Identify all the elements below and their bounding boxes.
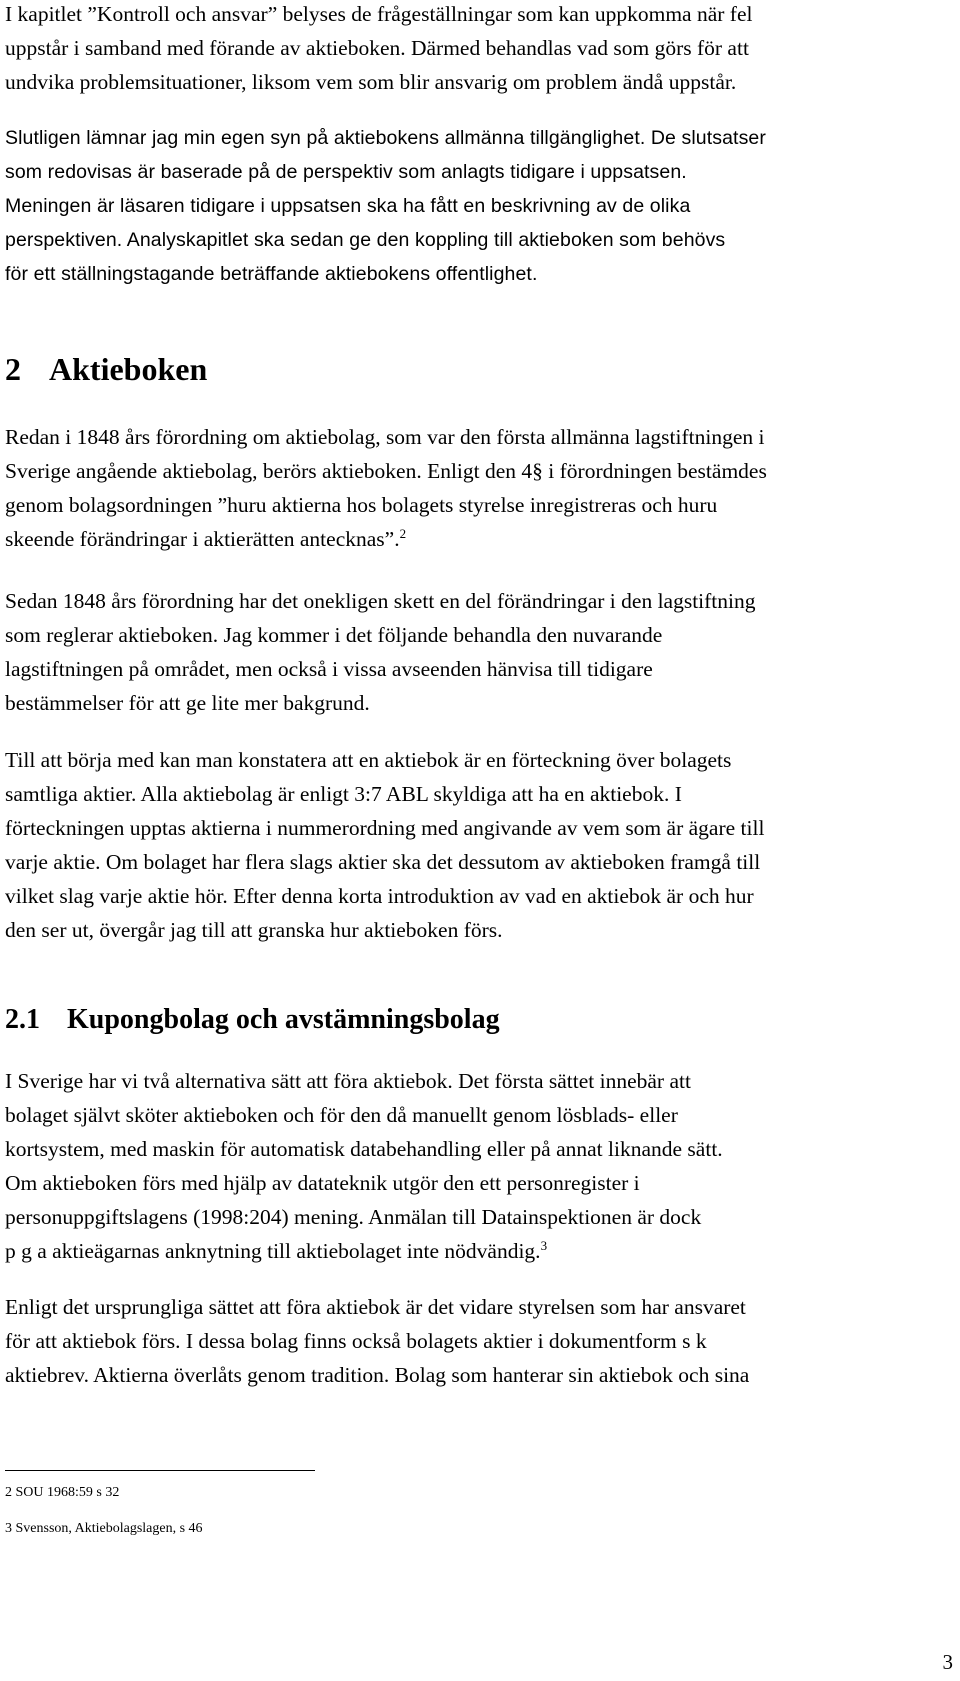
paragraph-intro-control — [5, 0, 900, 99]
text-line: vilket slag varje aktie hör. Efter denna korta introduktion av vad en aktiebok är och hur — [5, 884, 754, 908]
paragraph-legislation-changes — [5, 584, 900, 720]
text-line: Redan i 1848 års förordning om aktiebolag, som var den första allmänna lagstiftningen i — [5, 425, 765, 449]
text-line: undvika problemsituationer, liksom vem som blir ansvarig om problem ändå uppstår. — [5, 70, 737, 94]
text-line: kortsystem, med maskin för automatisk databehandling eller på annat liknande sätt. — [5, 1137, 723, 1161]
footnote-ref-3: 3 — [540, 1237, 548, 1253]
paragraph-conclusion — [5, 121, 900, 291]
text-line: genom bolagsordningen ”huru aktierna hos bolagets styrelse inregistreras och huru — [5, 493, 718, 517]
text-line — [5, 522, 900, 556]
text-line: I kapitlet ”Kontroll och ansvar” belyses de frågeställningar som kan uppkomma när fel — [5, 2, 753, 26]
footnote-2: 2 SOU 1968:59 s 32 — [5, 1485, 120, 1500]
text-line: Slutligen lämnar jag min egen syn på aktiebokens allmänna tillgänglighet. De slutsatser — [5, 127, 766, 149]
text-line: I Sverige har vi två alternativa sätt att föra aktiebok. Det första sättet innebär att — [5, 1069, 691, 1093]
paragraph-aktiebok-definition — [5, 743, 900, 947]
text-line: som reglerar aktieboken. Jag kommer i det följande behandla den nuvarande — [5, 623, 663, 647]
heading-title: Kupongbolag och avstämningsbolag — [67, 1004, 500, 1035]
heading-chapter-2 — [5, 349, 207, 389]
heading-number: 2.1 — [5, 1004, 40, 1035]
text-line: personuppgiftslagens (1998:204) mening. Anmälan till Datainspektionen är dock — [5, 1205, 702, 1229]
text-line: lagstiftningen på området, men också i vissa avseenden hänvisa till tidigare — [5, 657, 653, 681]
footnote-3: 3 Svensson, Aktiebolagslagen, s 46 — [5, 1521, 203, 1536]
text-line: bolaget självt sköter aktieboken och för den då manuellt genom lösblads- eller — [5, 1103, 678, 1127]
text-line: varje aktie. Om bolaget har flera slags aktier ska det dessutom av aktieboken framgå till — [5, 850, 761, 874]
text-line: som redovisas är baserade på de perspektiv som anlagts tidigare i uppsatsen. — [5, 161, 687, 183]
text-line-content: skeende förändringar i aktierätten antecknas”. — [5, 527, 400, 551]
text-line: för ett ställningstagande beträffande aktiebokens offentlighet. — [5, 263, 538, 285]
text-line: den ser ut, övergår jag till att granska hur aktieboken förs. — [5, 918, 503, 942]
heading-number: 2 — [5, 351, 21, 387]
paragraph-two-methods — [5, 1064, 900, 1268]
text-line: samtliga aktier. Alla aktiebolag är enligt 3:7 ABL skyldiga att ha en aktiebok. I — [5, 782, 682, 806]
heading-section-2-1 — [5, 1000, 500, 1040]
text-line: för att aktiebok förs. I dessa bolag finns också bolagets aktier i dokumentform s k — [5, 1329, 707, 1353]
text-line: Till att börja med kan man konstatera att en aktiebok är en förteckning över bolagets — [5, 748, 732, 772]
text-line: Om aktieboken förs med hjälp av datateknik utgör den ett personregister i — [5, 1171, 640, 1195]
text-line: Sverige angående aktiebolag, berörs aktieboken. Enligt den 4§ i förordningen bestämdes — [5, 459, 767, 483]
text-line: aktiebrev. Aktierna överlåts genom tradition. Bolag som hanterar sin aktiebok och sina — [5, 1363, 750, 1387]
heading-title: Aktieboken — [49, 351, 208, 387]
paragraph-original-method — [5, 1290, 900, 1392]
text-line: Sedan 1848 års förordning har det onekligen skett en del förändringar i den lagstiftning — [5, 589, 756, 613]
text-line: Meningen är läsaren tidigare i uppsatsen ska ha fått en beskrivning av de olika — [5, 195, 691, 217]
page-number: 3 — [942, 1650, 953, 1674]
text-line: förteckningen upptas aktierna i nummerordning med angivande av vem som är ägare till — [5, 816, 765, 840]
text-line: uppstår i samband med förande av aktieboken. Därmed behandlas vad som görs för att — [5, 36, 749, 60]
text-line-content: p g a aktieägarnas anknytning till aktiebolaget inte nödvändig. — [5, 1239, 541, 1263]
paragraph-1848-ordinance — [5, 420, 900, 556]
text-line: Enligt det ursprungliga sättet att föra aktiebok är det vidare styrelsen som har ansvaret — [5, 1295, 746, 1319]
text-line — [5, 1234, 900, 1268]
footnote-ref-2: 2 — [399, 525, 407, 541]
text-line: perspektiven. Analyskapitlet ska sedan ge den koppling till aktieboken som behövs — [5, 229, 726, 251]
footnote-separator — [5, 1470, 315, 1471]
text-line: bestämmelser för att ge lite mer bakgrund. — [5, 691, 370, 715]
